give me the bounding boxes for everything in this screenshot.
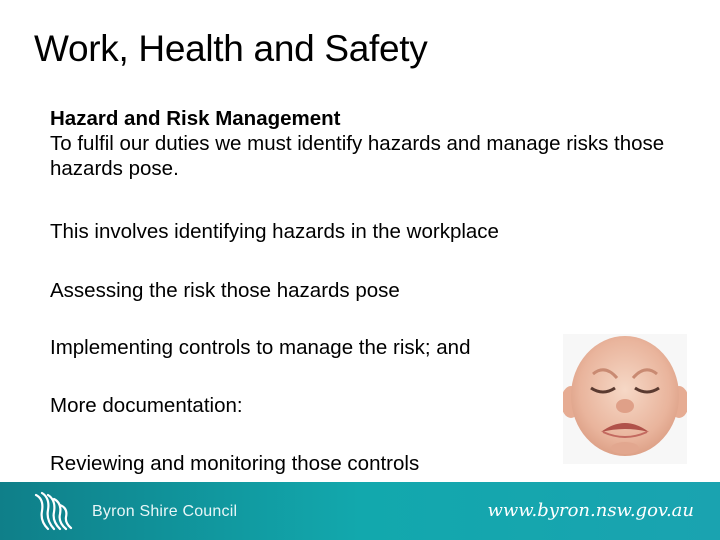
crying-baby-photo — [563, 334, 687, 464]
bullet-item: Implementing controls to manage the risk; and — [50, 336, 471, 359]
bullet-item: This involves identifying hazards in the workplace — [50, 220, 499, 243]
slide-title: Work, Health and Safety — [34, 28, 428, 69]
council-logo-icon — [30, 489, 78, 535]
footer-band — [0, 482, 720, 540]
website-url[interactable]: www.byron.nsw.gov.au — [487, 500, 694, 521]
slide-body — [50, 106, 670, 181]
bullet-item: More documentation: — [50, 394, 243, 417]
intro-text: To fulfil our duties we must identify hazards and manage risks those hazards pose. — [50, 132, 665, 180]
organization-name: Byron Shire Council — [92, 503, 238, 520]
bullet-item: Reviewing and monitoring those controls — [50, 452, 420, 475]
bullet-item: Assessing the risk those hazards pose — [50, 279, 400, 302]
section-heading: Hazard and Risk Management — [50, 107, 341, 130]
